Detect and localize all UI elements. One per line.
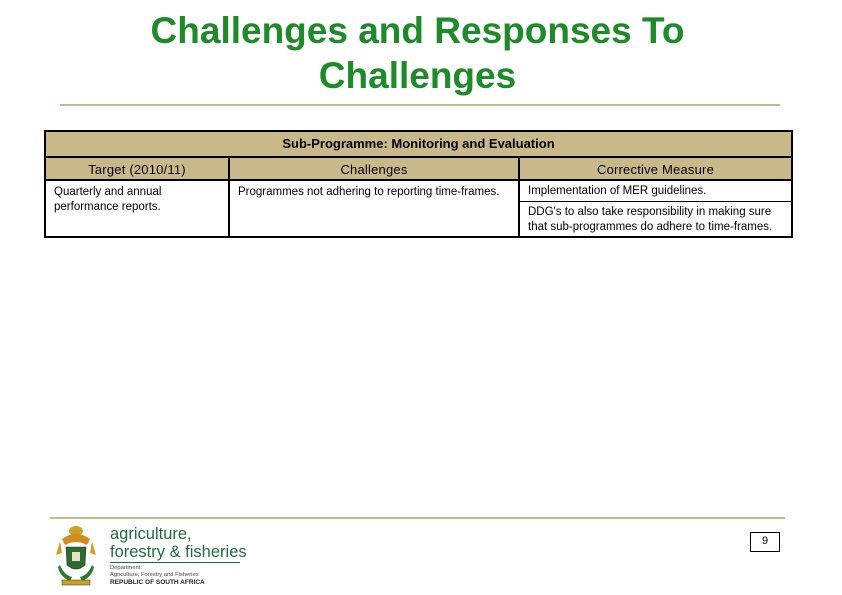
subprogramme-header: Sub-Programme: Monitoring and Evaluation: [46, 132, 791, 158]
coat-of-arms-icon: [54, 525, 98, 587]
page-number: 9: [750, 532, 780, 552]
country-name: REPUBLIC OF SOUTH AFRICA: [110, 579, 205, 586]
department-name-block: [110, 525, 290, 587]
title-divider: [60, 104, 780, 106]
column-header-target: Target (2010/11): [46, 158, 230, 181]
column-header-corrective-measure: Corrective Measure: [520, 158, 791, 181]
measure-item: DDG's to also take responsibility in making sure that sub-programmes do adhere to time-frames.: [528, 206, 773, 233]
page-title: Challenges and Responses To Challenges: [150, 10, 685, 96]
measures-cell: [520, 181, 791, 236]
department-name-line2: forestry & fisheries: [110, 543, 247, 561]
challenge-cell: Programmes not adhering to reporting time-frames.: [230, 181, 520, 236]
measure-item: Implementation of MER guidelines.: [520, 181, 791, 202]
logo-divider: [110, 562, 240, 563]
department-full-name: Agriculture, Forestry and Fisheries: [110, 572, 199, 578]
table-row: [46, 181, 791, 236]
challenges-table: [44, 130, 793, 238]
column-header-row: [46, 158, 791, 181]
department-logo: [54, 525, 254, 587]
department-label: Department:: [110, 565, 142, 571]
target-cell: Quarterly and annual performance reports.: [46, 181, 230, 236]
department-name-line1: agriculture,: [110, 525, 192, 543]
column-header-challenges: Challenges: [230, 158, 520, 181]
footer-divider: [50, 517, 785, 519]
